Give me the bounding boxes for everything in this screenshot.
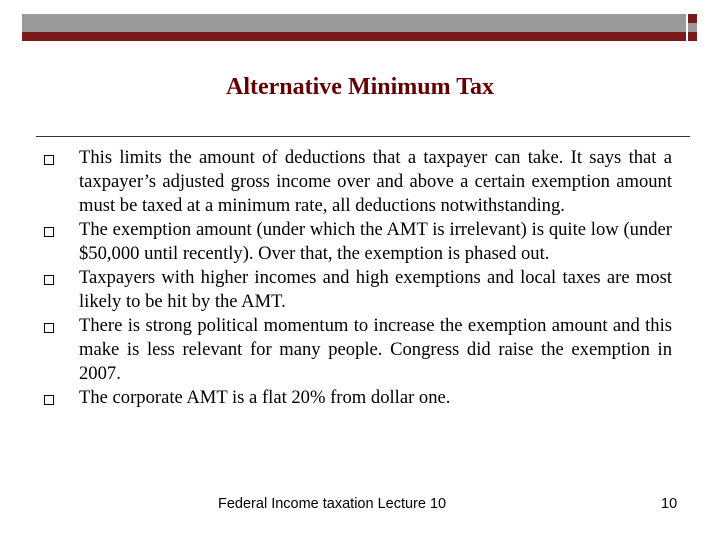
banner-corner-square	[688, 14, 697, 23]
title-divider	[36, 136, 690, 137]
header-banner-gray	[22, 14, 686, 32]
bullet-item	[44, 386, 672, 410]
bullet-text: The corporate AMT is a flat 20% from dollar one.	[79, 387, 451, 408]
square-bullet-icon	[44, 227, 54, 237]
bullet-text: This limits the amount of deductions that a taxpayer can take. It says that a taxpayer’s adjusted gross income over and above a certain exemption amount must be taxed at a minimum rate, all deductions notwithstanding.	[79, 147, 672, 216]
bullet-item	[44, 314, 672, 386]
square-bullet-icon	[44, 323, 54, 333]
header-banner-red	[22, 32, 686, 41]
bullet-text: The exemption amount (under which the AMT is irrelevant) is quite low (under $50,000 until recently). Over that, the exemption is phased out.	[79, 219, 672, 264]
bullet-text: Taxpayers with higher incomes and high exemptions and local taxes are most likely to be hit by the AMT.	[79, 267, 672, 312]
square-bullet-icon	[44, 395, 54, 405]
bullet-text: There is strong political momentum to increase the exemption amount and this make is less relevant for many people. Congress did raise the exemption in 2007.	[79, 315, 672, 384]
square-bullet-icon	[44, 275, 54, 285]
square-bullet-icon	[44, 155, 54, 165]
slide-title: Alternative Minimum Tax	[226, 74, 494, 100]
banner-corner-square	[688, 32, 697, 41]
bullet-item	[44, 146, 672, 218]
slide-footer: Federal Income taxation Lecture 10	[218, 496, 447, 512]
bullet-item	[44, 218, 672, 266]
page-number: 10	[661, 496, 678, 512]
bullet-item	[44, 266, 672, 314]
bullet-list	[44, 146, 672, 410]
banner-corner-square	[688, 23, 697, 32]
